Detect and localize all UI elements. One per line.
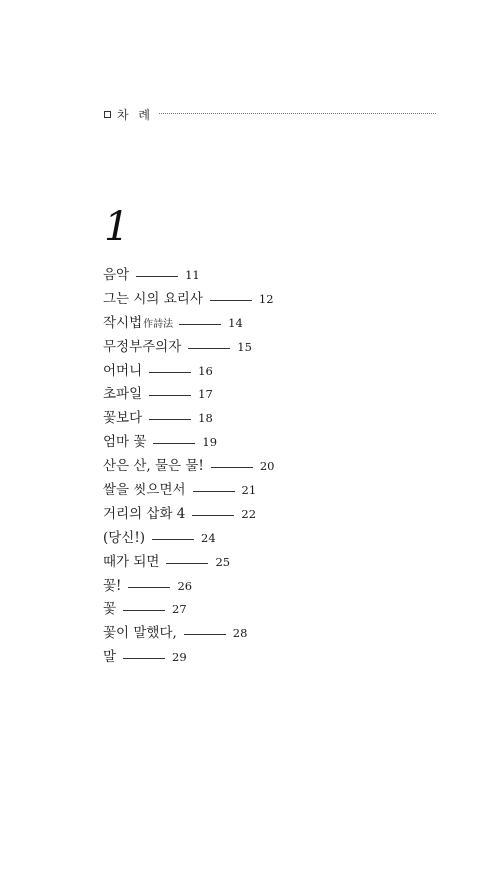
toc-entry[interactable]	[103, 430, 274, 454]
toc-entry[interactable]	[103, 526, 274, 550]
toc-title: 꽃!	[103, 577, 122, 594]
toc-leader-line	[179, 324, 221, 325]
toc-title: 때가 되면	[103, 553, 160, 570]
toc-leader-line	[149, 372, 191, 373]
toc-page-number: 22	[241, 506, 257, 521]
toc-leader-line	[136, 276, 178, 277]
toc-page-number: 19	[202, 435, 218, 450]
toc-entry[interactable]	[103, 574, 274, 598]
contents-heading: 차 례	[117, 107, 153, 122]
toc-page-number: 29	[172, 650, 187, 665]
toc-leader-line	[211, 467, 253, 468]
toc-leader-line	[210, 300, 252, 301]
toc-page-number: 16	[198, 363, 213, 378]
toc-entry[interactable]	[103, 263, 274, 287]
toc-entry[interactable]	[103, 478, 274, 502]
toc-leader-line	[166, 563, 208, 564]
toc-entry[interactable]	[103, 382, 274, 406]
toc-leader-line	[128, 587, 170, 588]
toc-title: 꽃	[103, 601, 117, 618]
toc-page-number: 26	[177, 578, 193, 593]
toc-title: 꽃이 말했다,	[103, 625, 177, 642]
square-bullet-icon	[104, 111, 111, 118]
toc-page-number: 12	[258, 291, 274, 306]
toc-title: 엄마 꽃	[103, 434, 147, 451]
toc-leader-line	[123, 658, 165, 659]
toc-leader-line	[192, 515, 234, 516]
toc-entry[interactable]	[103, 550, 274, 574]
toc-page-number: 28	[232, 626, 248, 641]
toc-page-number: 17	[198, 387, 213, 402]
toc-entry[interactable]	[103, 502, 274, 526]
toc-entry[interactable]	[103, 454, 274, 478]
toc-page-number: 20	[259, 459, 275, 474]
toc-title: (당신!)	[103, 529, 146, 546]
toc-title: 말	[103, 649, 117, 666]
contents-header	[104, 106, 436, 122]
toc-title: 그는 시의 요리사	[103, 290, 203, 307]
toc-entry[interactable]	[103, 359, 274, 383]
dotted-rule	[159, 113, 436, 114]
toc-entry[interactable]	[103, 645, 274, 669]
toc-leader-line	[123, 610, 165, 611]
toc-page-number: 18	[198, 411, 213, 426]
toc-title: 작시법	[103, 314, 143, 331]
toc-title: 거리의 삽화 4	[103, 505, 186, 522]
toc-leader-line	[188, 348, 230, 349]
toc-leader-line	[153, 443, 195, 444]
toc-title: 쌀을 씻으면서	[103, 482, 186, 499]
toc-hanja: 作詩法	[143, 318, 174, 330]
toc-entry[interactable]	[103, 597, 274, 621]
part-number: 1	[104, 204, 130, 250]
toc-title: 꽃보다	[103, 410, 143, 427]
toc-page-number: 25	[215, 554, 231, 569]
toc-title: 무정부주의자	[103, 338, 182, 355]
toc-leader-line	[149, 419, 191, 420]
toc-leader-line	[193, 491, 235, 492]
toc-entry[interactable]	[103, 406, 274, 430]
toc-entry[interactable]	[103, 621, 274, 645]
toc-page-number: 27	[172, 602, 187, 617]
toc-entry[interactable]	[103, 335, 274, 359]
toc-page-number: 24	[201, 530, 216, 545]
table-of-contents	[103, 263, 274, 669]
toc-title: 초파일	[103, 386, 143, 403]
toc-entry[interactable]	[103, 311, 274, 335]
toc-page-number: 21	[241, 483, 257, 498]
toc-leader-line	[149, 395, 191, 396]
toc-title: 어머니	[103, 362, 143, 379]
toc-title: 음악	[103, 267, 130, 283]
toc-page-number: 15	[237, 339, 252, 354]
toc-leader-line	[184, 634, 226, 635]
toc-title: 산은 산, 물은 물!	[103, 458, 204, 475]
toc-page-number: 11	[185, 268, 200, 282]
toc-leader-line	[152, 539, 194, 540]
toc-page-number: 14	[228, 315, 243, 330]
toc-entry[interactable]	[103, 287, 274, 311]
